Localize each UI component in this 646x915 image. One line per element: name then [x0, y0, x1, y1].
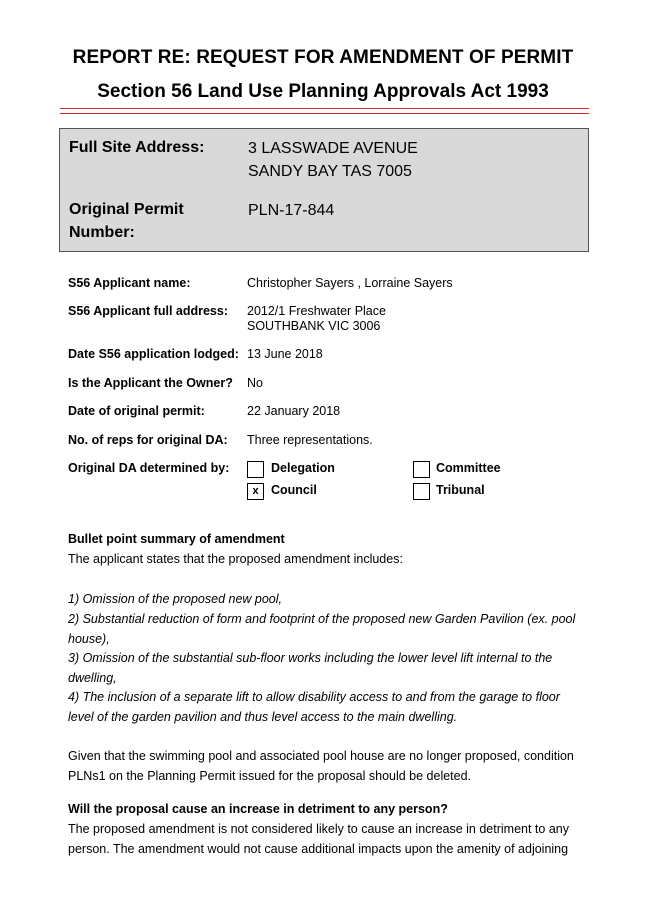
detriment-text: The proposed amendment is not considered likely to cause an increase in detriment to any person. The amendment would not cause additional impacts upon the amenity of adjoining: [68, 822, 569, 856]
delegation-checkbox[interactable]: [247, 461, 264, 478]
reps-value: Three representations.: [247, 433, 373, 447]
condition-note: Given that the swimming pool and associated pool house are no longer proposed, condition PLNs1 on the Planning Permit issued for the proposal should be deleted.: [68, 749, 574, 783]
committee-label: Committee: [436, 461, 501, 475]
summary-intro: The applicant states that the proposed amendment includes:: [68, 552, 403, 566]
permit-number: PLN-17-844: [248, 202, 335, 219]
site-address-label: Full Site Address:: [69, 139, 205, 156]
summary-item-1: 1) Omission of the proposed new pool,: [68, 592, 283, 606]
applicant-name: Christopher Sayers , Lorraine Sayers: [247, 276, 453, 290]
header-rule-bottom: [60, 113, 589, 114]
summary-item-2: 2) Substantial reduction of form and footprint of the proposed new Garden Pavilion (ex. pool house),: [68, 612, 576, 646]
determined-by-label: Original DA determined by:: [68, 461, 230, 475]
reps-label: No. of reps for original DA:: [68, 433, 228, 447]
site-info-box: [59, 128, 589, 252]
applicant-address-line1: 2012/1 Freshwater Place: [247, 304, 386, 318]
applicant-address-label: S56 Applicant full address:: [68, 304, 228, 318]
site-address-line2: SANDY BAY TAS 7005: [248, 163, 412, 180]
summary-item-4: 4) The inclusion of a separate lift to allow disability access to and from the garage to floor level of the garden pavilion and thus level access to the main dwelling.: [68, 690, 560, 724]
report-subtitle: Section 56 Land Use Planning Approvals Act 1993: [97, 81, 549, 102]
detriment-heading: Will the proposal cause an increase in detriment to any person?: [68, 802, 448, 816]
owner-label: Is the Applicant the Owner?: [68, 376, 233, 390]
date-lodged: 13 June 2018: [247, 347, 323, 361]
owner-value: No: [247, 376, 263, 390]
permit-number-label-line2: Number:: [69, 224, 135, 241]
permit-number-label-line1: Original Permit: [69, 201, 184, 218]
applicant-address-line2: SOUTHBANK VIC 3006: [247, 319, 381, 333]
header-rule-top: [60, 108, 589, 109]
site-address-line1: 3 LASSWADE AVENUE: [248, 140, 418, 157]
report-title: REPORT RE: REQUEST FOR AMENDMENT OF PERMIT: [72, 47, 574, 68]
summary-item-3: 3) Omission of the substantial sub-floor works including the lower level lift internal to the dwelling,: [68, 651, 553, 685]
council-label: Council: [271, 483, 317, 497]
delegation-label: Delegation: [271, 461, 335, 475]
summary-heading: Bullet point summary of amendment: [68, 532, 285, 546]
applicant-name-label: S56 Applicant name:: [68, 276, 191, 290]
original-permit-date-label: Date of original permit:: [68, 404, 205, 418]
council-checkbox[interactable]: x: [247, 483, 264, 500]
tribunal-checkbox[interactable]: [413, 483, 430, 500]
original-permit-date: 22 January 2018: [247, 404, 341, 418]
date-lodged-label: Date S56 application lodged:: [68, 347, 239, 361]
committee-checkbox[interactable]: [413, 461, 430, 478]
tribunal-label: Tribunal: [436, 483, 485, 497]
